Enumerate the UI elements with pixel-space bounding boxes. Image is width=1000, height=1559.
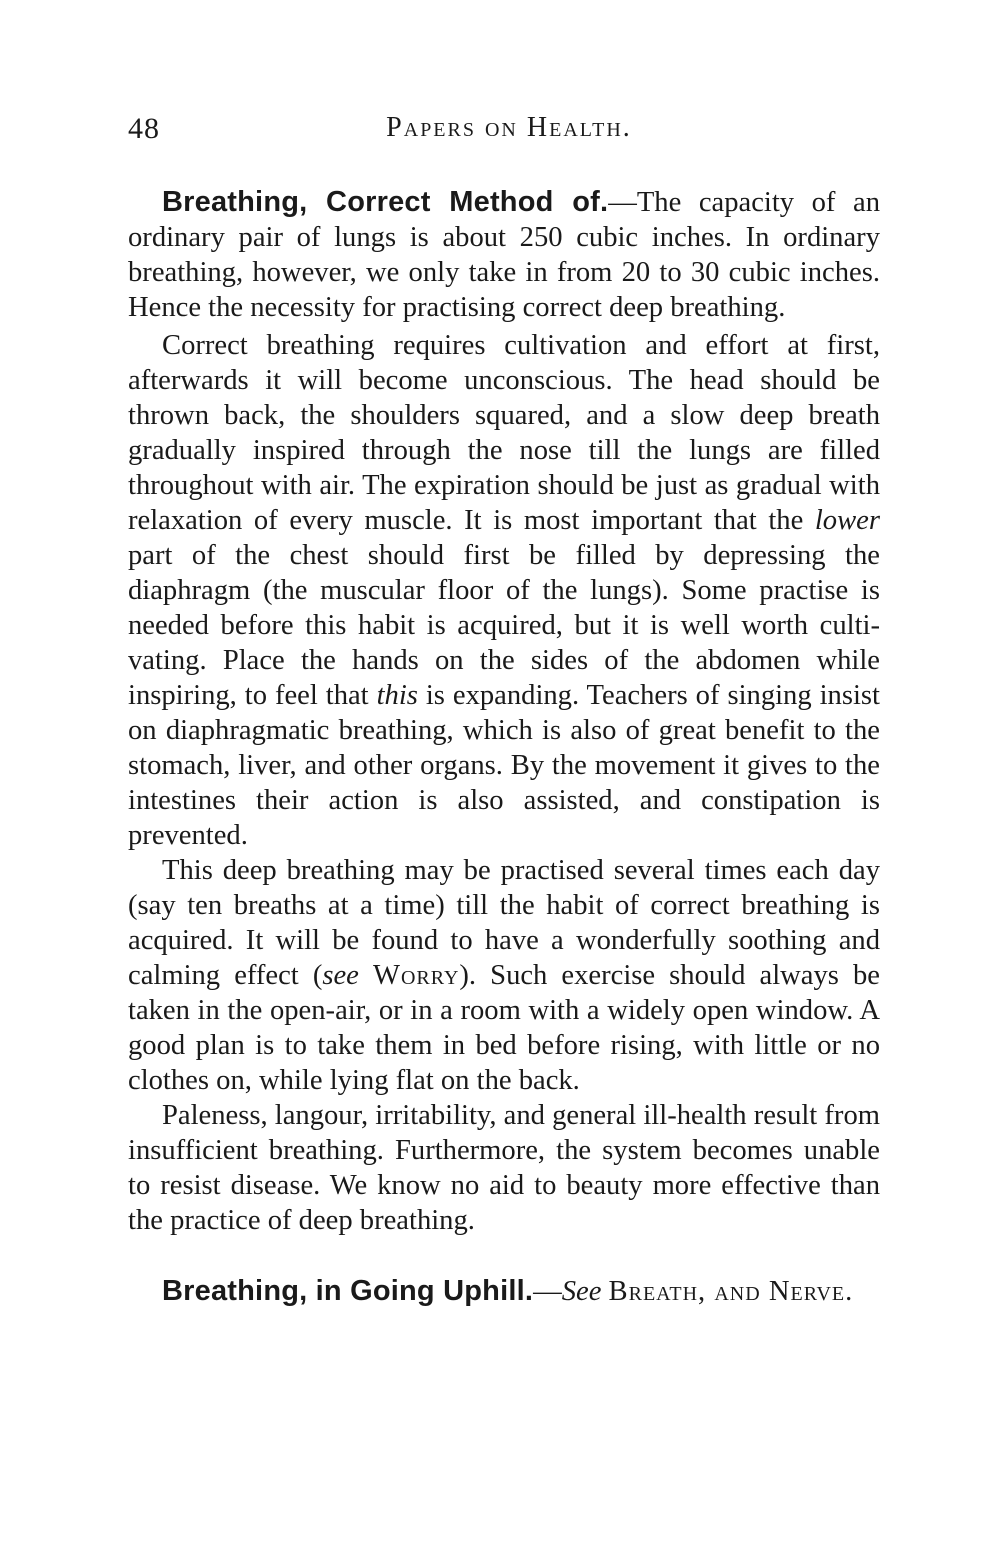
em-dash: — bbox=[608, 187, 637, 218]
see-italic: see bbox=[322, 960, 359, 991]
paragraph-text: Paleness, langour, irritability, and general ill-health result from insufficient breathing. Furthermore, the system becomes unable to resist disease. We know no aid to beauty more effective than the practice of deep breathing. bbox=[128, 1100, 880, 1236]
paragraph-text: is expanding. Teachers of singing insist on diaphragmatic breathing, which is also of great benefit to the stomach, liver, and other organs. By the movement it gives to the intestines their action is also assisted, and constipation is prevented. bbox=[128, 680, 880, 851]
paragraph-text: This deep breathing may be practised several times each day (say ten breaths at a time) till the habit of correct breathing is acquired. It will be found to have a wonderfully soothing and calming effect ( bbox=[128, 855, 880, 991]
entry-heading: Breathing, in Going Uphill. bbox=[162, 1275, 534, 1307]
running-title: Papers on Health. bbox=[386, 112, 632, 143]
entry-breathing-going-uphill bbox=[128, 1274, 880, 1309]
paragraph bbox=[128, 853, 880, 1098]
entry-heading: Breathing, Correct Method of. bbox=[162, 186, 609, 218]
paragraph-text: Correct breathing requires cultivation and effort at first, afterwards it will become unconscious. The head should be thrown back, the shoulders squared, and a slow deep breath gradually inspired through the nose till the lungs are filled throughout with air. The expiration should be just as gradual with relaxation of every muscle. It is most important that the bbox=[128, 330, 880, 536]
paragraph-text: ). Such exercise should always be taken in the open-air, or in a room with a widely open window. A good plan is to take them in bed before rising, with little or no clothes on, while lying flat on the back. bbox=[128, 960, 880, 1096]
running-head bbox=[128, 112, 880, 152]
paragraph-text: part of the chest should first be filled by depressing the diaphragm (the muscular floor of the lungs). Some practise is needed before this habit is acquired, but it is well worth culti-vating. Place the hands on the sides of the abdomen while inspiring, to feel that bbox=[128, 540, 880, 711]
paragraph bbox=[128, 1098, 880, 1238]
paragraph-text: The capacity of an ordinary pair of lungs is about 250 cubic inches. In ordinary breathing, however, we only take in from 20 to 30 cubic inches. Hence the necessity for practising correct deep breathing. bbox=[128, 187, 880, 323]
page-body bbox=[128, 185, 880, 1309]
paragraph bbox=[128, 328, 880, 853]
italic-emphasis: this bbox=[376, 680, 418, 711]
italic-emphasis: lower bbox=[814, 505, 880, 536]
cross-reference: Worry bbox=[372, 960, 460, 991]
see-italic: See bbox=[561, 1276, 602, 1307]
em-dash: — bbox=[533, 1276, 562, 1307]
entry-breathing-correct-method bbox=[128, 185, 880, 325]
page-number: 48 bbox=[128, 112, 160, 145]
cross-reference: Breath, and Nerve. bbox=[608, 1276, 854, 1307]
